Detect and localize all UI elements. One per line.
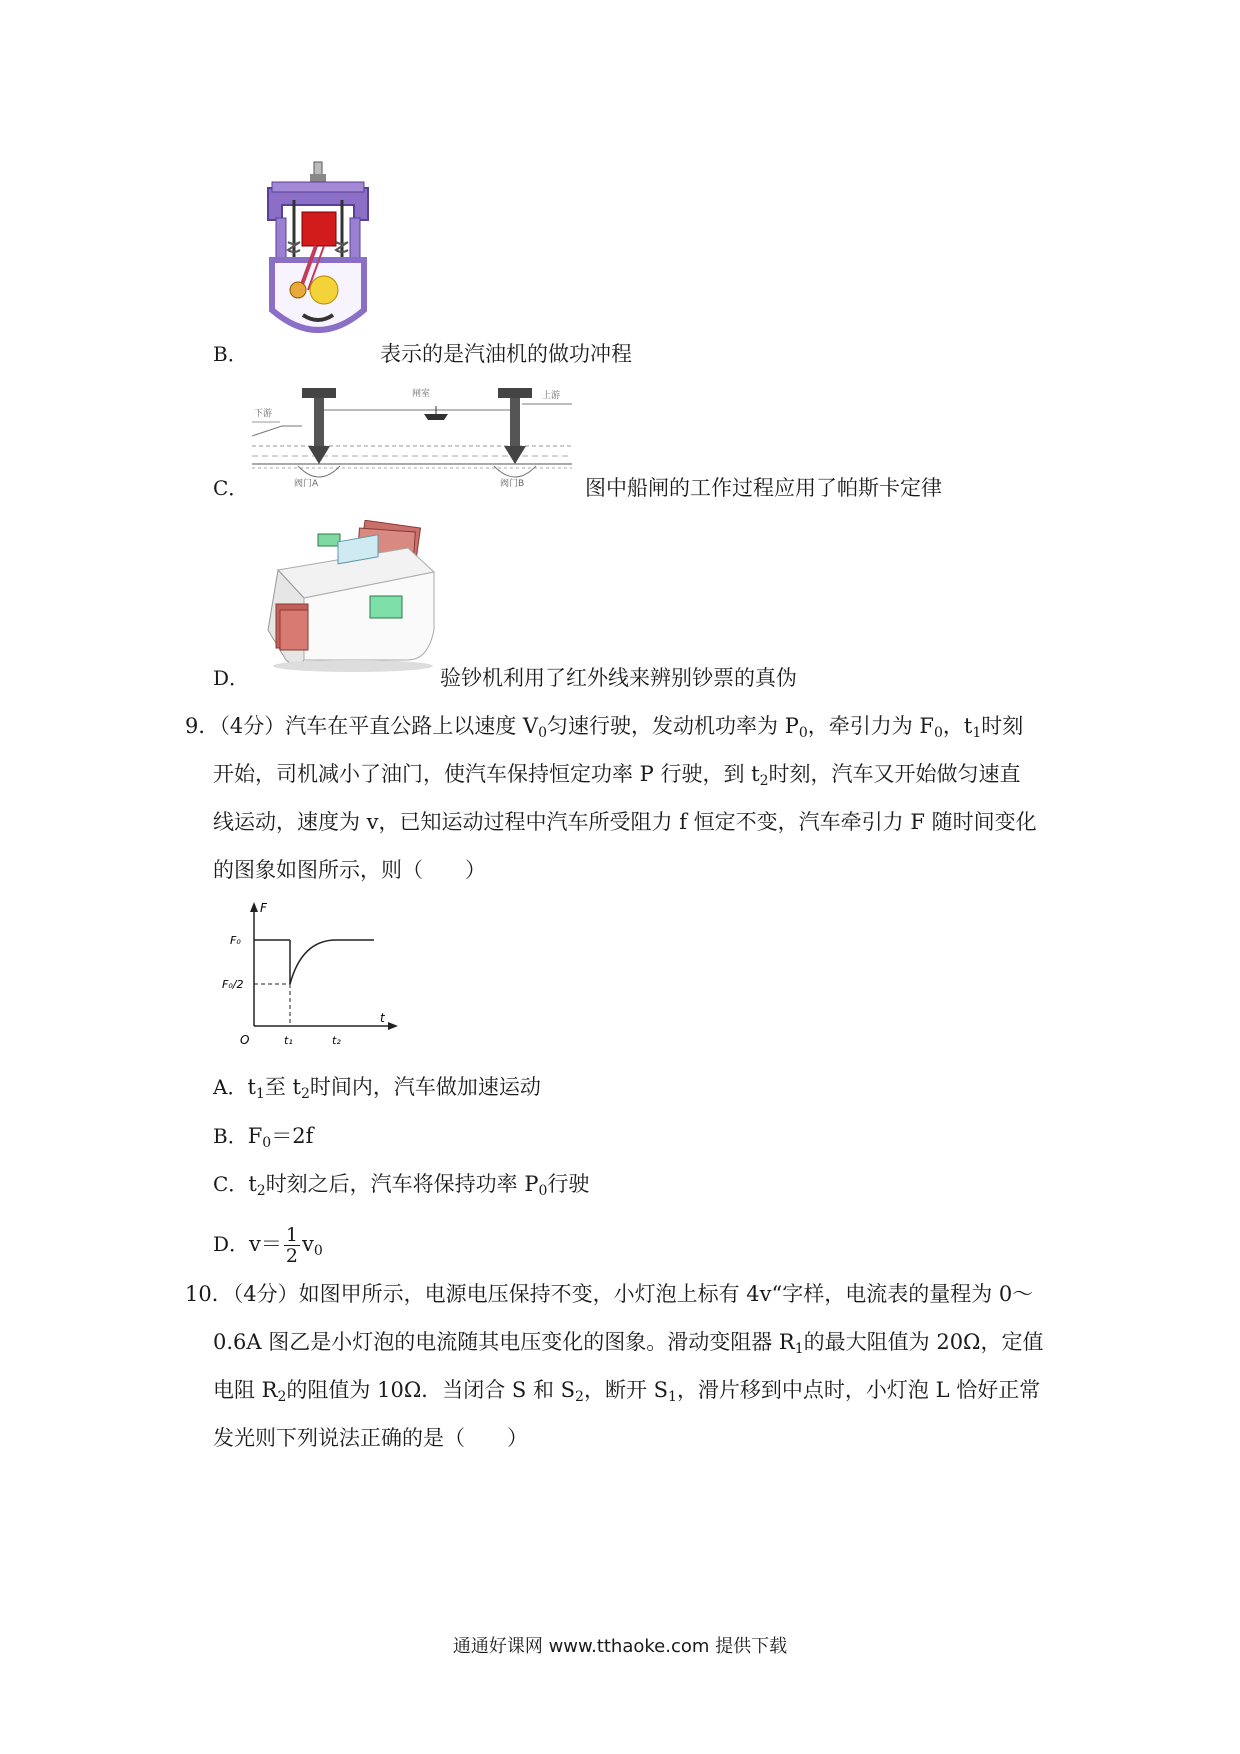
option-label: B． bbox=[213, 1124, 248, 1148]
q9-option-d bbox=[213, 1222, 323, 1273]
q9-sub: 1 bbox=[972, 725, 982, 741]
q9-text: ，牵引力为 F bbox=[807, 714, 934, 738]
q10-sub: 1 bbox=[668, 1389, 677, 1405]
option-sub: 2 bbox=[300, 1086, 310, 1102]
fraction-denominator: 2 bbox=[285, 1245, 299, 1267]
lock-valve-a-label: 阀门A bbox=[294, 479, 319, 489]
q10-sub: 1 bbox=[794, 1341, 804, 1357]
option-sub: 0 bbox=[262, 1135, 272, 1151]
q9-line1 bbox=[185, 712, 1023, 747]
graph-t2-label: t₂ bbox=[332, 1034, 341, 1047]
lock-valve-b-label: 阀门B bbox=[500, 479, 525, 489]
q9-option-a bbox=[213, 1073, 541, 1108]
q9-text: 时刻，汽车又开始做匀速直 bbox=[768, 762, 1021, 786]
option-text: t bbox=[248, 1172, 257, 1196]
q9-line2 bbox=[213, 760, 1021, 795]
option-sub: 1 bbox=[255, 1086, 265, 1102]
option-d-text: 验钞机利用了红外线来辨别钞票的真伪 bbox=[440, 666, 797, 690]
q9-sub: 0 bbox=[538, 725, 548, 741]
q10-text: ，滑片移到中点时，小灯泡 L 恰好正常 bbox=[676, 1378, 1041, 1402]
money-counter-figure bbox=[258, 520, 438, 675]
option-sub: 0 bbox=[538, 1183, 548, 1199]
q10-text: 的最大阻值为 20Ω，定值 bbox=[803, 1330, 1044, 1354]
q10-line1 bbox=[185, 1280, 1033, 1308]
option-sub: 2 bbox=[256, 1183, 266, 1199]
q10-number: 10． bbox=[185, 1282, 233, 1306]
q9-line3: 线运动，速度为 v，已知运动过程中汽车所受阻力 f 恒定不变，汽车牵引力 F 随时间变化 bbox=[213, 810, 1037, 834]
option-text: t bbox=[247, 1075, 256, 1099]
graph-y-axis-label: F bbox=[260, 901, 267, 915]
q10-text: 0.6A 图乙是小灯泡的电流随其电压变化的图象。滑动变阻器 R bbox=[213, 1330, 795, 1354]
q9-text: 汽车在平直公路上以速度 V bbox=[285, 714, 539, 738]
option-text: 行驶 bbox=[547, 1172, 590, 1196]
force-time-graph bbox=[210, 900, 400, 1050]
option-text: v bbox=[302, 1232, 314, 1256]
option-d-label: D． bbox=[213, 666, 250, 690]
engine-figure bbox=[258, 160, 378, 350]
option-label: C． bbox=[213, 1172, 249, 1196]
q9-text: 时刻 bbox=[981, 714, 1024, 738]
q10-text: 的阻值为 10Ω．当闭合 S 和 S bbox=[286, 1378, 576, 1402]
q9-number: 9． bbox=[185, 714, 220, 738]
q10-line2 bbox=[213, 1328, 1043, 1363]
option-text: 时刻之后，汽车将保持功率 P bbox=[265, 1172, 539, 1196]
option-label: A． bbox=[213, 1075, 248, 1099]
q9-sub: 2 bbox=[759, 773, 769, 789]
graph-f0-half-label: F₀/2 bbox=[222, 978, 244, 991]
q9-text: 匀速行驶，发动机功率为 P bbox=[547, 714, 799, 738]
page-footer: 通通好课网 www.tthaoke.com 提供下载 bbox=[452, 1636, 788, 1657]
graph-t1-label: t₁ bbox=[284, 1034, 293, 1047]
q10-line3 bbox=[213, 1376, 1040, 1411]
q10-text: ，断开 S bbox=[583, 1378, 669, 1402]
lock-chamber-label: 闸室 bbox=[412, 389, 431, 399]
q9-line4: 的图象如图所示，则（ ） bbox=[213, 858, 486, 882]
q9-sub: 0 bbox=[798, 725, 808, 741]
q10-line4: 发光则下列说法正确的是（ ） bbox=[213, 1426, 528, 1450]
q10-score: （4分） bbox=[232, 1282, 299, 1306]
option-sub: 0 bbox=[313, 1243, 323, 1259]
q9-text: ，t bbox=[942, 714, 973, 738]
q9-text: 开始，司机减小了油门，使汽车保持恒定功率 P 行驶，到 t bbox=[213, 762, 760, 786]
fraction bbox=[284, 1225, 300, 1266]
ship-lock-figure bbox=[252, 378, 572, 490]
q10-sub: 2 bbox=[277, 1389, 287, 1405]
option-text: v＝ bbox=[249, 1232, 282, 1256]
option-text: F bbox=[247, 1124, 263, 1148]
lock-right-level-label: 上游 bbox=[542, 391, 561, 401]
option-text: ＝2f bbox=[271, 1124, 314, 1148]
graph-f0-label: F₀ bbox=[230, 934, 241, 947]
option-b-text: 表示的是汽油机的做功冲程 bbox=[380, 342, 632, 366]
q10-text: 如图甲所示，电源电压保持不变，小灯泡上标有 4v“字样，电流表的量程为 0～ bbox=[298, 1282, 1034, 1306]
q9-option-b bbox=[213, 1122, 313, 1157]
q9-score: （4分） bbox=[219, 714, 286, 738]
option-label: D． bbox=[213, 1232, 250, 1256]
option-text: 至 t bbox=[264, 1075, 301, 1099]
option-b-label: B． bbox=[213, 342, 248, 366]
q9-sub: 0 bbox=[934, 725, 943, 741]
option-c-label: C． bbox=[213, 476, 249, 500]
graph-x-axis-label: t bbox=[380, 1011, 385, 1025]
graph-origin-label: O bbox=[240, 1033, 250, 1047]
fraction-numerator: 1 bbox=[285, 1224, 299, 1246]
option-c-text: 图中船闸的工作过程应用了帕斯卡定律 bbox=[585, 476, 942, 500]
q10-sub: 2 bbox=[575, 1389, 584, 1405]
option-text: 时间内，汽车做加速运动 bbox=[309, 1075, 541, 1099]
q9-option-c bbox=[213, 1170, 589, 1205]
lock-left-level-label: 下游 bbox=[254, 409, 273, 419]
q10-text: 电阻 R bbox=[213, 1378, 278, 1402]
